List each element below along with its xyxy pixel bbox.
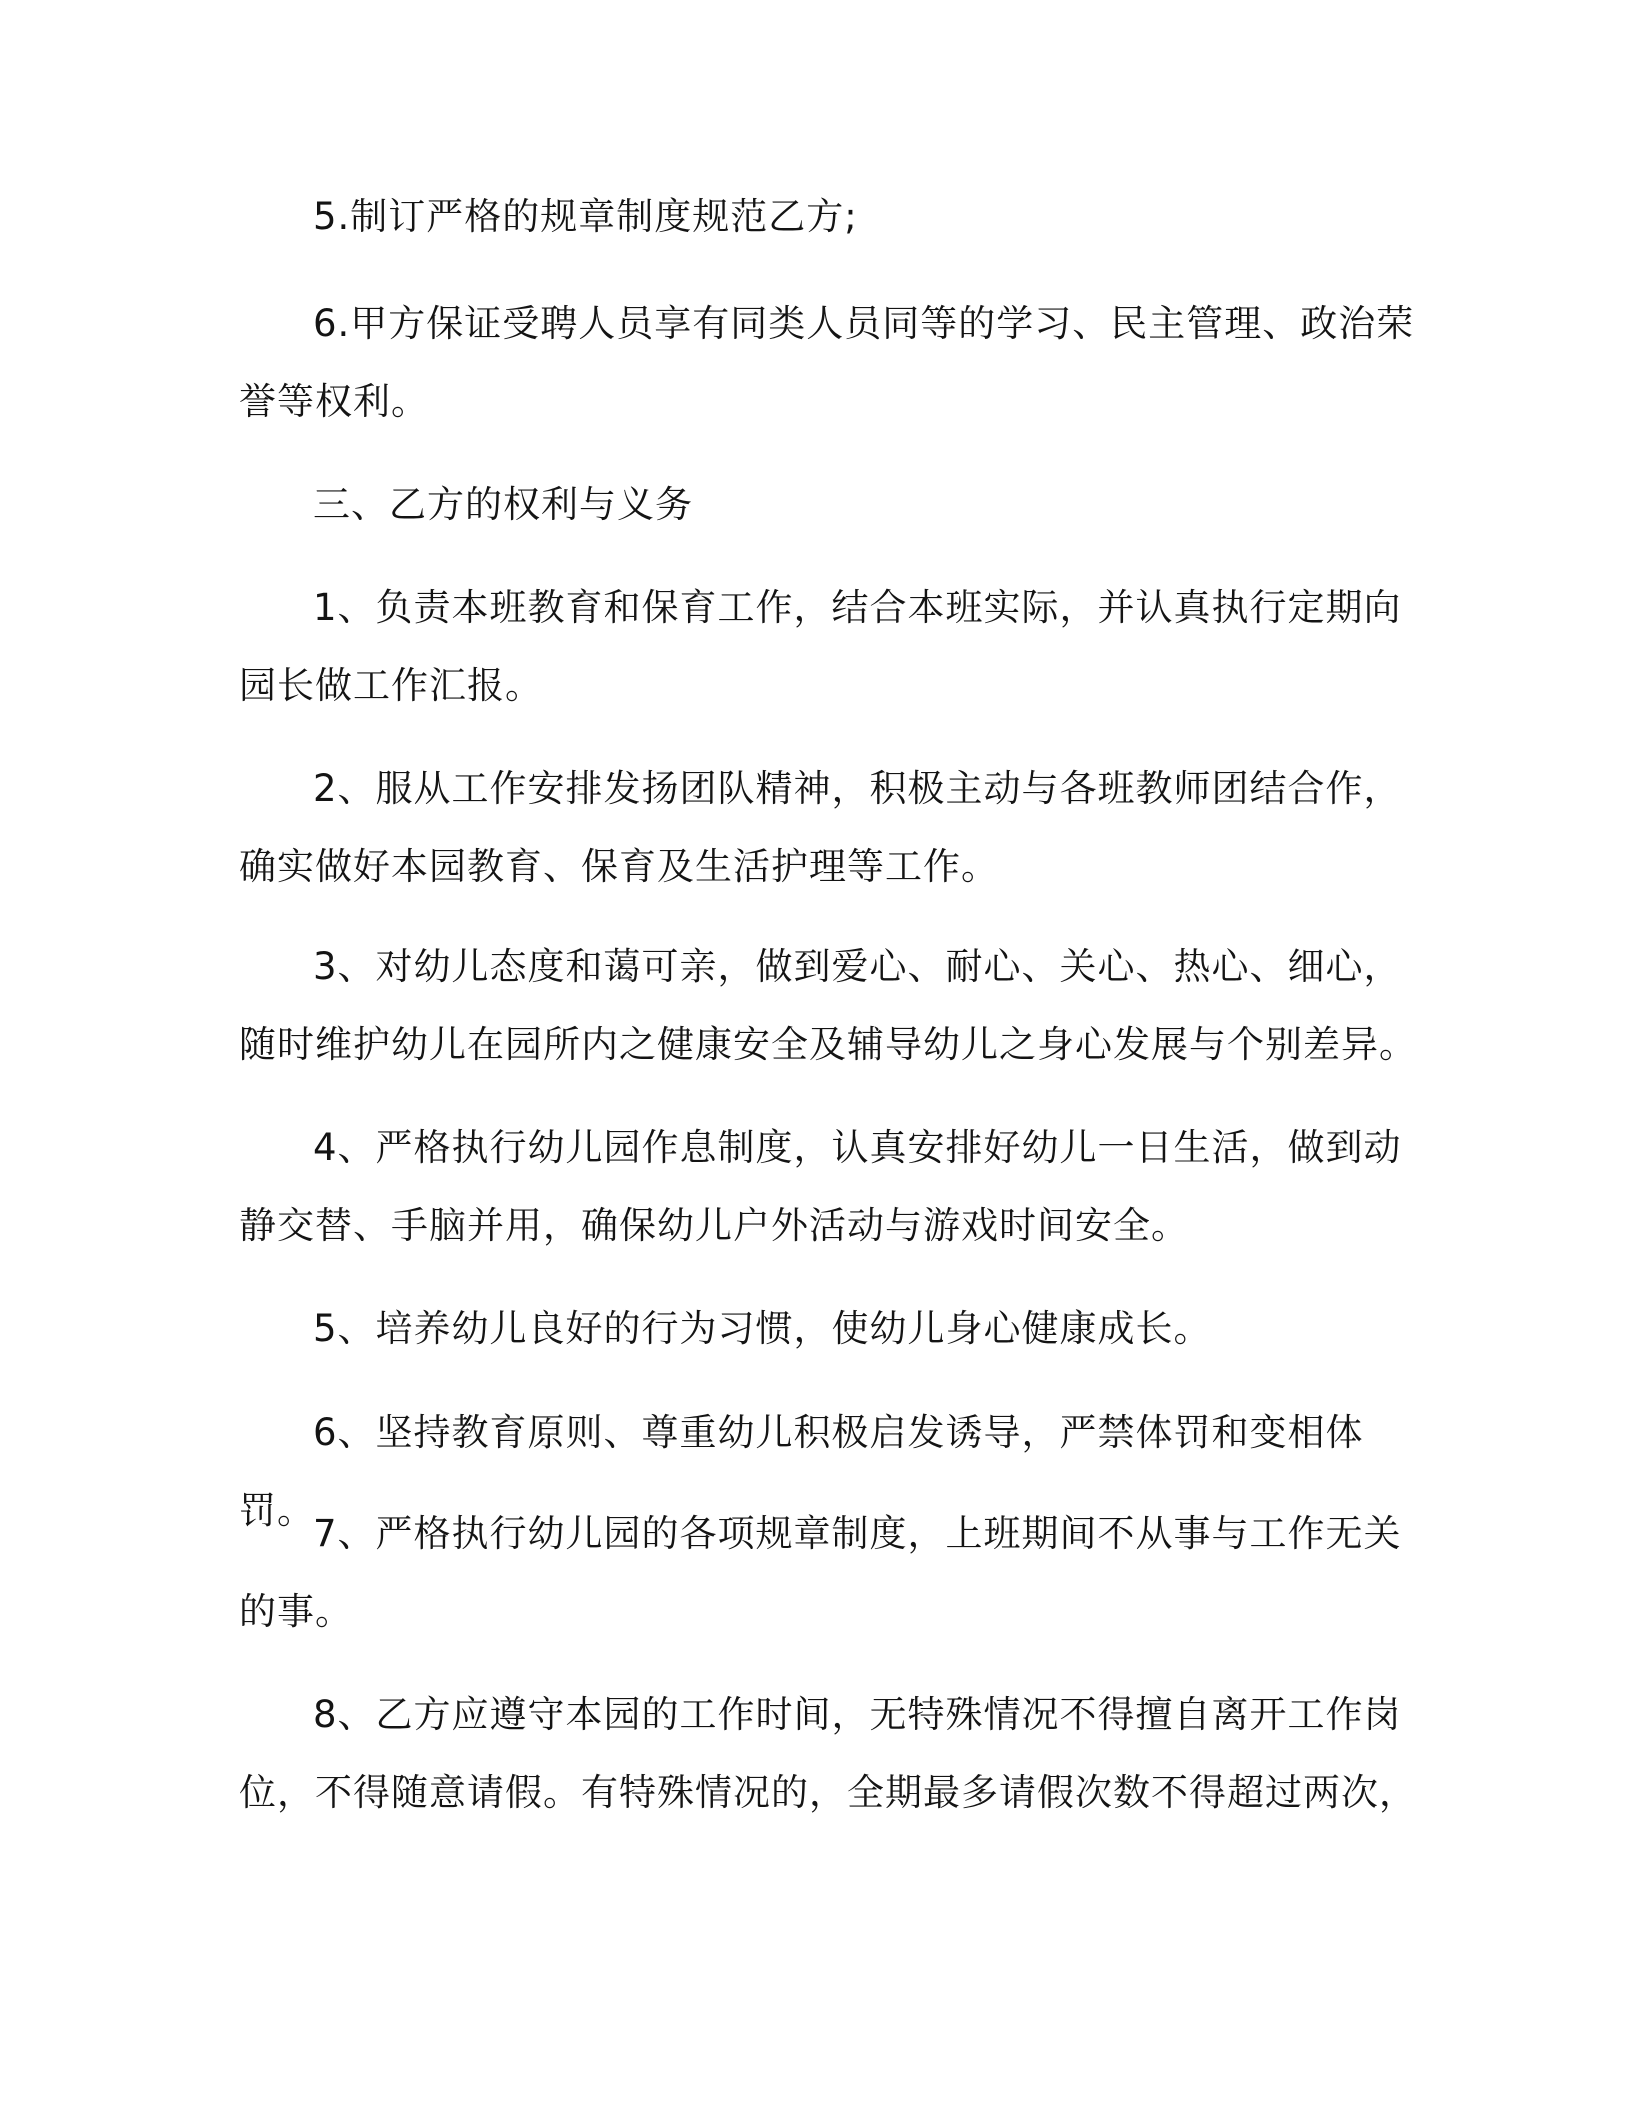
clause-b7: 7、严格执行幼儿园的各项规章制度，上班期间不从事与工作无关的事。 [239,1512,1402,1633]
clause-b1: 1、负责本班教育和保育工作，结合本班实际，并认真执行定期向园长做工作汇报。 [239,586,1402,707]
clause-b8: 8、乙方应遵守本园的工作时间，无特殊情况不得擅自离开工作岗位，不得随意请假。有特殊情况的，全期最多请假次数不得超过两次， [239,1693,1417,1814]
clause-b3: 3、对幼儿态度和蔼可亲，做到爱心、耐心、关心、热心、细心，随时维护幼儿在园所内之健康安全及辅导幼儿之身心发展与个别差异。 [239,945,1417,1066]
clause-a6: 6.甲方保证受聘人员享有同类人员同等的学习、民主管理、政治荣誉等权利。 [239,302,1415,423]
clause-b6: 6、坚持教育原则、尊重幼儿积极启发诱导，严禁体罚和变相体罚。 [239,1411,1364,1532]
clause-b2: 2、服从工作安排发扬团队精神，积极主动与各班教师团结合作，确实做好本园教育、保育及生活护理等工作。 [239,767,1402,888]
section-heading-party-b: 三、乙方的权利与义务 [313,483,693,526]
clause-b5: 5、培养幼儿良好的行为习惯，使幼儿身心健康成长。 [313,1307,1212,1350]
clause-b4: 4、严格执行幼儿园作息制度，认真安排好幼儿一日生活，做到动静交替、手脑并用，确保幼儿户外活动与游戏时间安全。 [239,1126,1402,1247]
clause-a5: 5.制订严格的规章制度规范乙方; [313,195,858,238]
